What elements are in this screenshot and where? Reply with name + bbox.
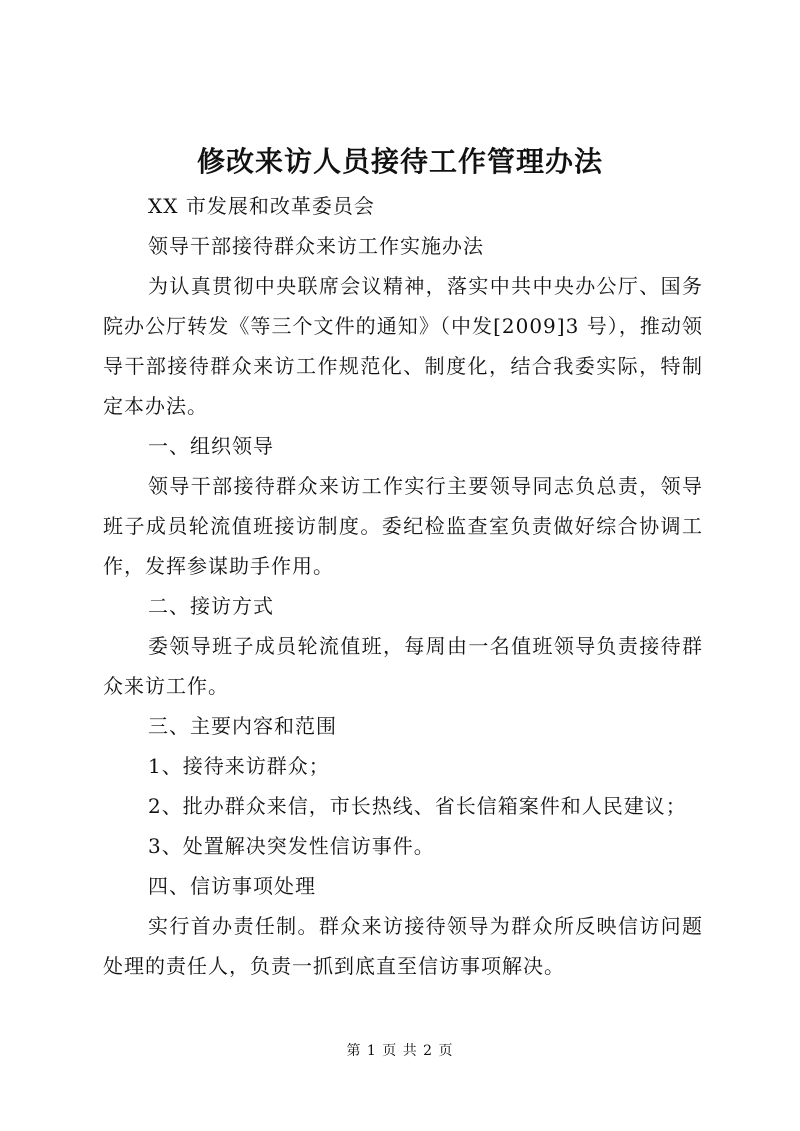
- section-heading-4: 四、信访事项处理: [148, 874, 316, 898]
- section-1-paragraph: 领导干部接待群众来访工作实行主要领导同志负总责，领导班子成员轮流值班接访制度。委纪检监查室负责做好综合协调工作，发挥参谋助手作用。: [103, 474, 703, 578]
- intro-paragraph: 为认真贯彻中央联席会议精神，落实中共中央办公厅、国务院办公厅转发《等三个文件的通知》（中发[2009]3 号），推动领导干部接待群众来访工作规范化、制度化，结合我委实际，特制定本办法。: [103, 274, 703, 418]
- document-title: 修改来访人员接待工作管理办法: [196, 145, 603, 178]
- section-2-paragraph: 委领导班子成员轮流值班，每周由一名值班领导负责接待群众来访工作。: [103, 634, 703, 698]
- document-body: [103, 186, 703, 986]
- section-heading-1: 一、组织领导: [148, 434, 274, 458]
- sub-title: 领导干部接待群众来访工作实施办法: [148, 234, 484, 258]
- list-item-2: 2、批办群众来信，市长热线、省长信箱案件和人民建议；: [148, 794, 687, 818]
- issuer-name: XX 市发展和改革委员会: [148, 194, 375, 218]
- list-item-1: 1、接待来访群众；: [148, 754, 330, 778]
- section-heading-2: 二、接访方式: [148, 594, 274, 618]
- section-4-paragraph: 实行首办责任制。群众来访接待领导为群众所反映信访问题处理的责任人，负责一抓到底直至信访事项解决。: [103, 914, 703, 978]
- page-footer: 第 1 页 共 2 页: [346, 1043, 454, 1059]
- section-heading-3: 三、主要内容和范围: [148, 714, 337, 738]
- list-item-3: 3、处置解决突发性信访事件。: [148, 834, 435, 858]
